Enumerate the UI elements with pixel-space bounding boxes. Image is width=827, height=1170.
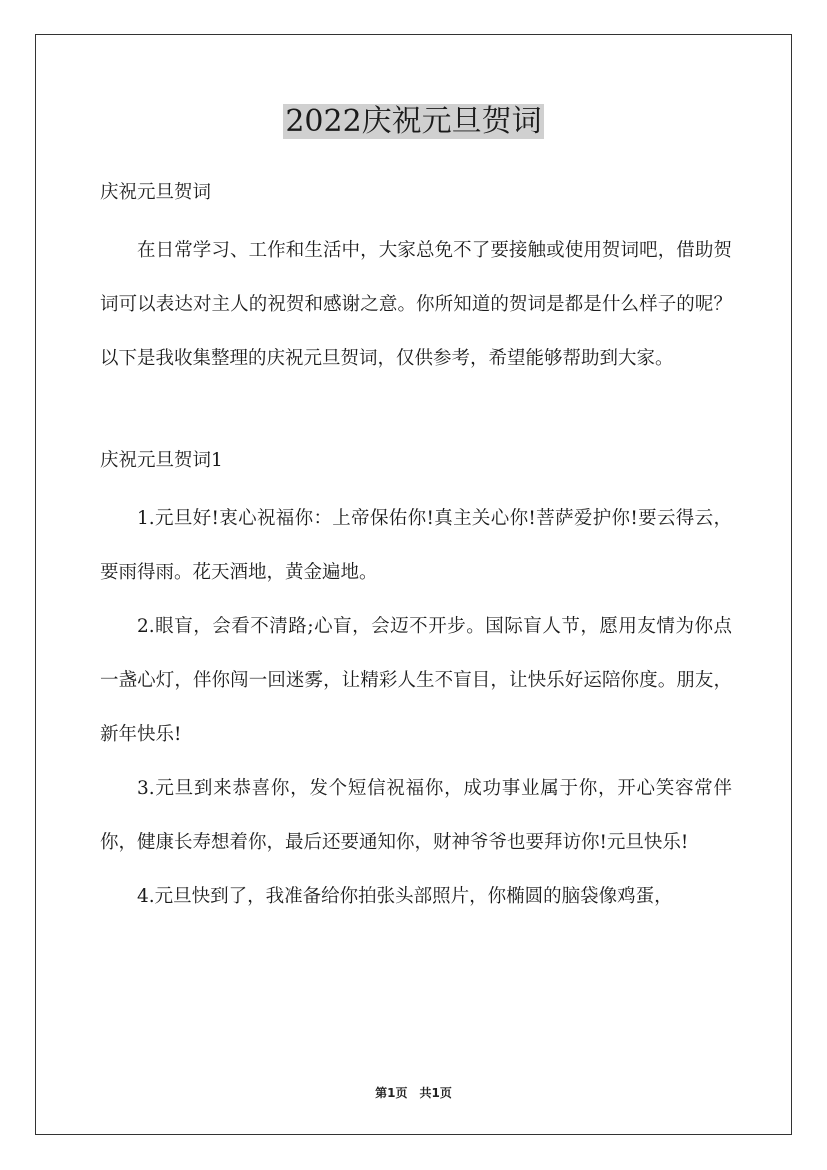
page-footer: 第1页 共1页 xyxy=(375,1086,452,1100)
greeting-item-4: 4.元旦快到了，我准备给你拍张头部照片，你椭圆的脑袋像鸡蛋， xyxy=(137,886,673,907)
document-body xyxy=(100,170,732,924)
intro-heading: 庆祝元旦贺词 xyxy=(100,182,212,203)
document-title xyxy=(0,102,827,142)
document-title-text: 2022庆祝元旦贺词 xyxy=(285,104,542,139)
greeting-item-1: 1.元旦好!衷心祝福你：上帝保佑你!真主关心你!菩萨爱护你!要云得云，要雨得雨。花天酒地，黄金遍地。 xyxy=(100,508,732,583)
greeting-item-3: 3.元旦到来恭喜你，发个短信祝福你，成功事业属于你，开心笑容常伴你，健康长寿想着你，最后还要通知你，财神爷爷也要拜访你!元旦快乐! xyxy=(100,778,732,853)
greeting-item-2: 2.眼盲，会看不清路;心盲，会迈不开步。国际盲人节，愿用友情为你点一盏心灯，伴你闯一回迷雾，让精彩人生不盲目，让快乐好运陪你度。朋友，新年快乐! xyxy=(100,616,732,745)
spacer xyxy=(100,484,732,492)
spacer xyxy=(100,386,732,438)
intro-paragraph: 在日常学习、工作和生活中，大家总免不了要接触或使用贺词吧，借助贺词可以表达对主人的祝贺和感谢之意。你所知道的贺词是都是什么样子的呢？以下是我收集整理的庆祝元旦贺词，仅供参考，希望能够帮助到大家。 xyxy=(100,240,732,369)
spacer xyxy=(100,216,732,224)
section-heading: 庆祝元旦贺词1 xyxy=(100,450,223,471)
